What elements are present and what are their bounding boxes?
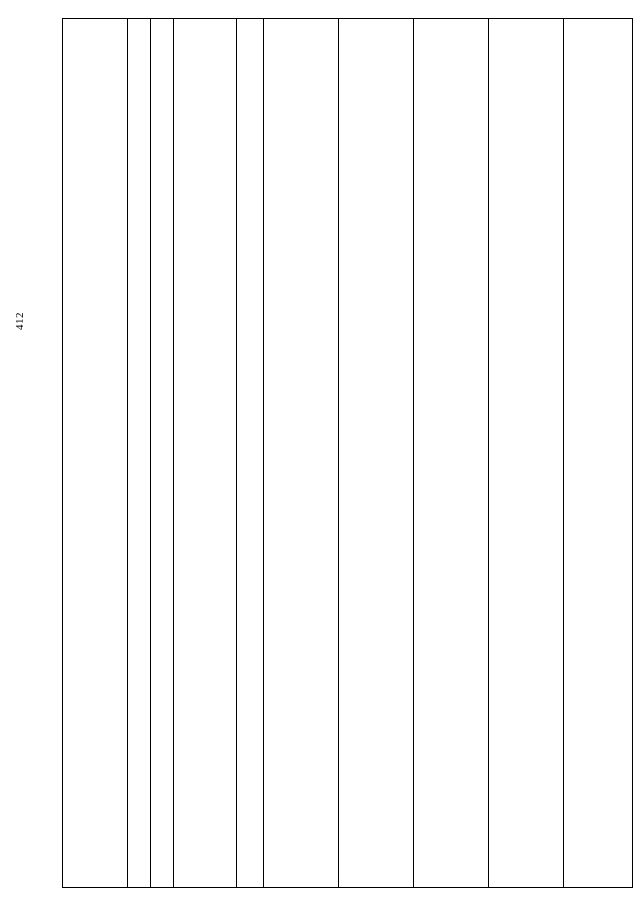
budget-table bbox=[62, 18, 633, 888]
column-subsection-code bbox=[151, 19, 174, 888]
table-row bbox=[63, 19, 633, 888]
column-expense-type-code bbox=[237, 19, 264, 888]
column-target-article-code bbox=[174, 19, 237, 888]
column-amount-1 bbox=[264, 19, 339, 888]
column-amount-4 bbox=[489, 19, 564, 888]
column-amount-3 bbox=[414, 19, 489, 888]
column-name bbox=[63, 19, 128, 888]
column-section-code bbox=[128, 19, 151, 888]
column-amount-5 bbox=[564, 19, 633, 888]
column-amount-2 bbox=[339, 19, 414, 888]
budget-table-wrapper bbox=[62, 18, 624, 888]
page-number: 412 bbox=[14, 312, 26, 330]
